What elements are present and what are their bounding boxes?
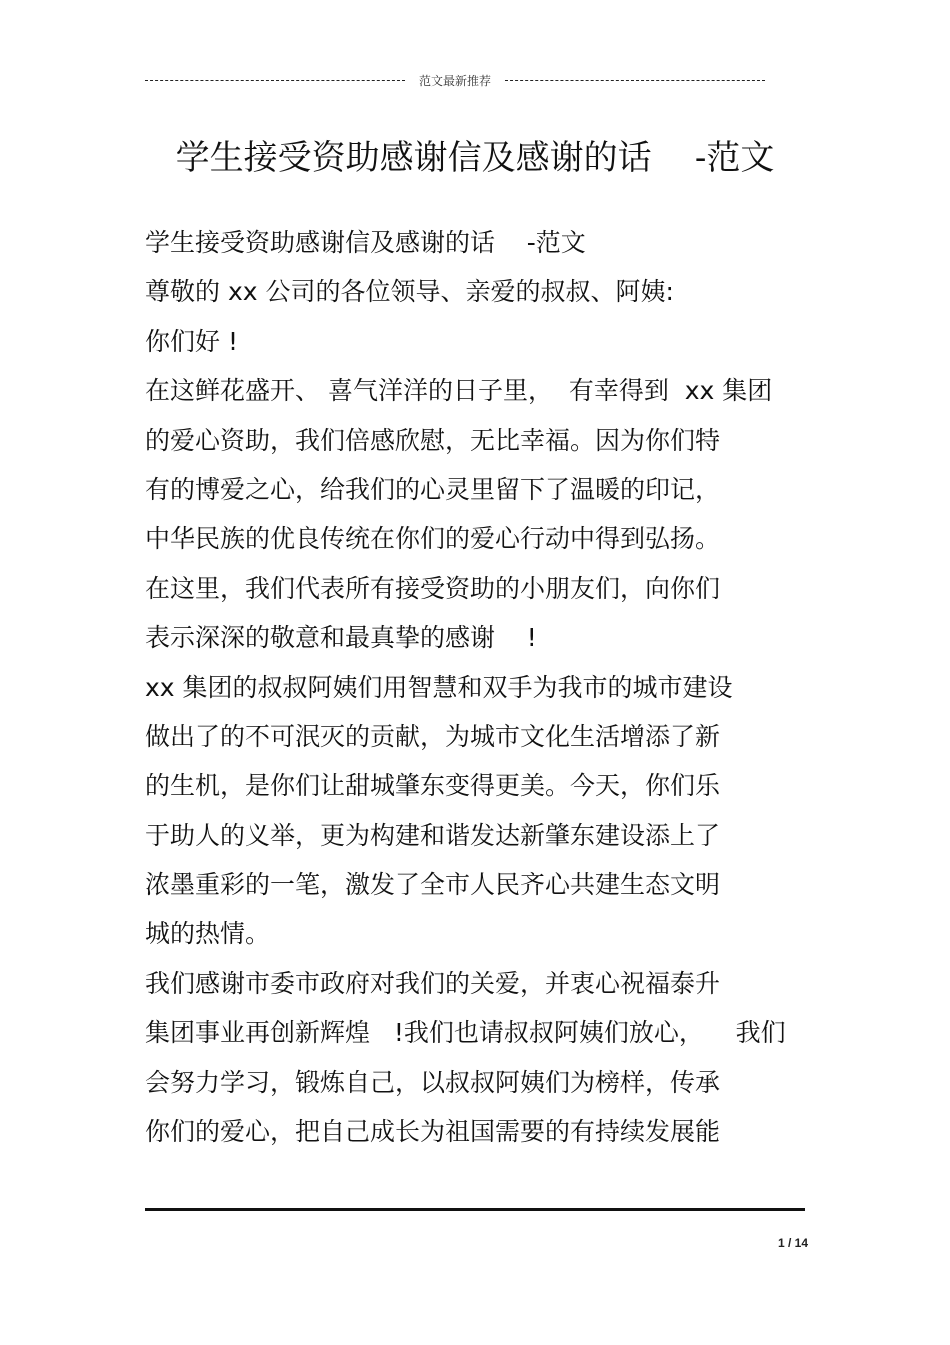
header-dashed-rule-left [145,80,405,81]
body-line: 中华民族的优良传统在你们的爱心行动中得到弘扬。 [145,524,721,554]
body-line: 你们的爱心，把自己成长为祖国需要的有持续发展能 [145,1117,721,1147]
body-line: 在这鲜花盛开、 喜气洋洋的日子里， 有幸得到 xx 集团 [145,376,773,406]
body-line: 尊敬的 xx 公司的各位领导、亲爱的叔叔、阿姨: [145,277,674,307]
body-line: 城的热情。 [145,919,271,949]
footer-rule [145,1208,805,1211]
body-line: 在这里，我们代表所有接受资助的小朋友们，向你们 [145,573,721,603]
body-line: 的生机，是你们让甜城肇东变得更美。今天，你们乐 [145,771,721,801]
page-number: 1 / 14 [777,1236,808,1250]
header-dashed-rule-right [505,80,765,81]
body-line: 做出了的不可泯灭的贡献，为城市文化生活增添了新 [145,721,721,751]
body-line: 浓墨重彩的一笔，激发了全市人民齐心共建生态文明 [145,870,721,900]
document-body [145,221,815,1159]
body-line: 学生接受资助感谢信及感谢的话 -范文 [145,228,586,257]
document-title: 学生接受资助感谢信及感谢的话 -范文 [175,138,775,178]
body-line: 会努力学习，锻炼自己，以叔叔阿姨们为榜样，传承 [145,1067,721,1097]
body-line: 集团事业再创新辉煌 !我们也请叔叔阿姨们放心， 我们 [145,1018,786,1048]
body-line: 的爱心资助，我们倍感欣慰，无比幸福。因为你们特 [145,425,721,455]
page-header [145,68,765,92]
body-line: 你们好 ! [145,326,238,356]
body-line: 表示深深的敬意和最真挚的感谢 ! [145,623,537,653]
header-label: 范文最新推荐 [419,73,492,88]
body-line: xx 集团的叔叔阿姨们用智慧和双手为我市的城市建设 [145,672,733,702]
body-line: 我们感谢市委市政府对我们的关爱，并衷心祝福泰升 [145,968,721,998]
body-line: 有的博爱之心，给我们的心灵里留下了温暖的印记， [145,474,721,504]
body-line: 于助人的义举，更为构建和谐发达新肇东建设添上了 [145,820,721,850]
